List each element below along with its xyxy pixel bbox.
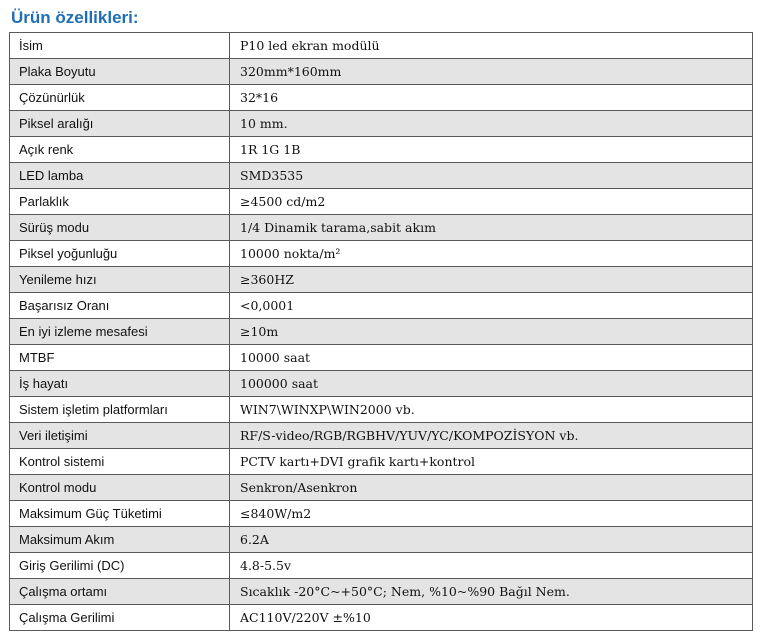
row-label: İsim: [10, 33, 230, 59]
row-label: Maksimum Güç Tüketimi: [10, 501, 230, 527]
table-row: [10, 85, 753, 111]
row-label: Çalışma ortamı: [10, 579, 230, 605]
row-label: Sürüş modu: [10, 215, 230, 241]
table-row: [10, 397, 753, 423]
row-value: ≥10m: [230, 319, 753, 345]
table-row: [10, 527, 753, 553]
row-label: Kontrol sistemi: [10, 449, 230, 475]
row-value: 320mm*160mm: [230, 59, 753, 85]
row-label: Piksel yoğunluğu: [10, 241, 230, 267]
table-row: [10, 449, 753, 475]
table-row: [10, 501, 753, 527]
row-value: 1R 1G 1B: [230, 137, 753, 163]
row-value: 10 mm.: [230, 111, 753, 137]
row-label: Parlaklık: [10, 189, 230, 215]
row-label: İş hayatı: [10, 371, 230, 397]
table-row: [10, 605, 753, 631]
table-row: [10, 553, 753, 579]
table-row: [10, 33, 753, 59]
row-label: Maksimum Akım: [10, 527, 230, 553]
table-row: [10, 59, 753, 85]
row-value: Senkron/Asenkron: [230, 475, 753, 501]
row-value: AC110V/220V ±%10: [230, 605, 753, 631]
row-value: <0,0001: [230, 293, 753, 319]
row-value: ≥4500 cd/m2: [230, 189, 753, 215]
table-row: [10, 241, 753, 267]
row-label: Başarısız Oranı: [10, 293, 230, 319]
row-value: ≥360HZ: [230, 267, 753, 293]
row-value: 100000 saat: [230, 371, 753, 397]
row-value: 10000 nokta/m²: [230, 241, 753, 267]
row-label: Veri iletişimi: [10, 423, 230, 449]
page-title: Ürün özellikleri:: [11, 8, 139, 27]
table-row: [10, 319, 753, 345]
table-row: [10, 215, 753, 241]
table-row: [10, 293, 753, 319]
table-row: [10, 345, 753, 371]
table-row: [10, 475, 753, 501]
table-row: [10, 267, 753, 293]
row-label: MTBF: [10, 345, 230, 371]
specs-table: [9, 32, 753, 631]
table-row: [10, 163, 753, 189]
row-value: ≤840W/m2: [230, 501, 753, 527]
row-label: Piksel aralığı: [10, 111, 230, 137]
row-label: Sistem işletim platformları: [10, 397, 230, 423]
table-row: [10, 371, 753, 397]
row-value: 32*16: [230, 85, 753, 111]
row-value: PCTV kartı+DVI grafik kartı+kontrol: [230, 449, 753, 475]
row-value: SMD3535: [230, 163, 753, 189]
row-value: 6.2A: [230, 527, 753, 553]
row-label: Yenileme hızı: [10, 267, 230, 293]
row-label: Çalışma Gerilimi: [10, 605, 230, 631]
row-value: 1/4 Dinamik tarama,sabit akım: [230, 215, 753, 241]
row-value: 10000 saat: [230, 345, 753, 371]
table-row: [10, 137, 753, 163]
table-row: [10, 423, 753, 449]
row-value: WIN7\WINXP\WIN2000 vb.: [230, 397, 753, 423]
row-label: Giriş Gerilimi (DC): [10, 553, 230, 579]
row-value: 4.8-5.5v: [230, 553, 753, 579]
row-label: Çözünürlük: [10, 85, 230, 111]
table-row: [10, 579, 753, 605]
row-label: En iyi izleme mesafesi: [10, 319, 230, 345]
row-value: Sıcaklık -20°C~+50°C; Nem, %10~%90 Bağıl Nem.: [230, 579, 753, 605]
specs-table-body: [10, 33, 753, 631]
table-row: [10, 111, 753, 137]
row-value: RF/S-video/RGB/RGBHV/YUV/YC/KOMPOZİSYON vb.: [230, 423, 753, 449]
row-label: LED lamba: [10, 163, 230, 189]
row-label: Açık renk: [10, 137, 230, 163]
table-row: [10, 189, 753, 215]
row-label: Plaka Boyutu: [10, 59, 230, 85]
row-value: P10 led ekran modülü: [230, 33, 753, 59]
row-label: Kontrol modu: [10, 475, 230, 501]
